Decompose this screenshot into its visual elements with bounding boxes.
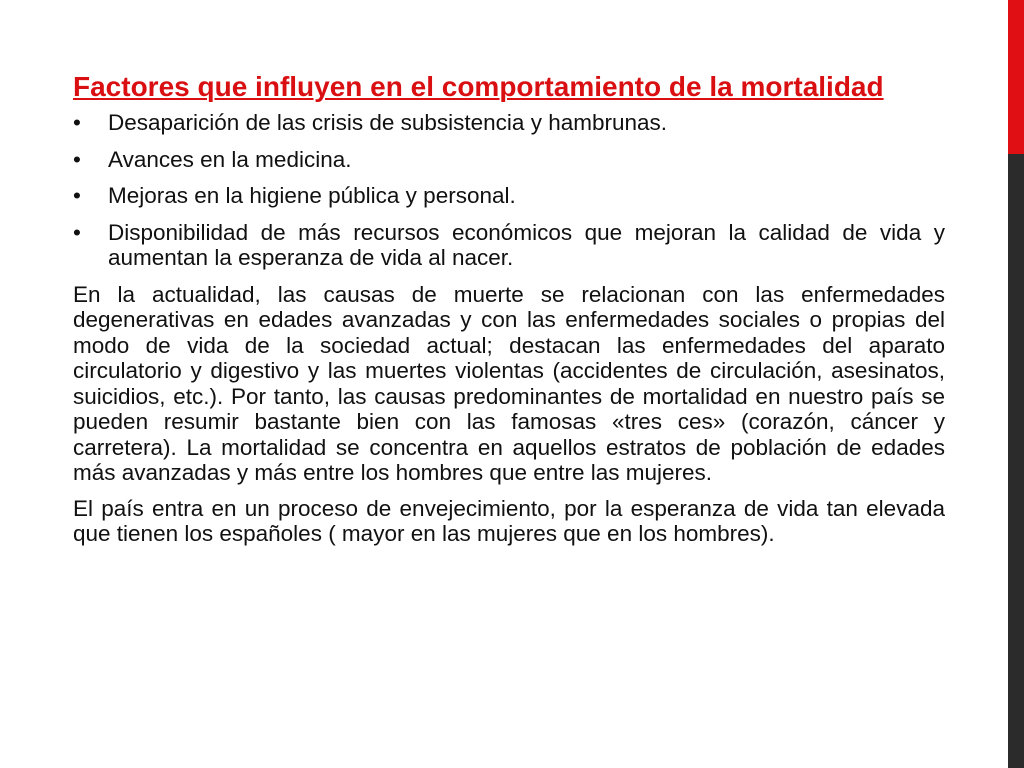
bullet-item [73, 220, 945, 271]
paragraph-aging: El país entra en un proceso de envejecimiento, por la esperanza de vida tan elevada que tienen los españoles ( mayor en las mujeres que en los hombres). [73, 495, 945, 546]
bullet-text: Mejoras en la higiene pública y personal. [108, 183, 516, 208]
bullet-item [73, 147, 945, 173]
bullet-text: Avances en la medicina. [108, 146, 352, 172]
accent-bar-dark [1008, 154, 1024, 768]
bullet-item [73, 110, 945, 136]
bullet-item [73, 183, 945, 209]
bullet-marker: • [73, 146, 81, 172]
paragraph-causes: En la actualidad, las causas de muerte se relacionan con las enfermedades degenerativas en edades avanzadas y con las enfermedades sociales o propias del modo de vida de la sociedad actual; destacan las enfermedades del aparato circulatorio y digestivo y las muertes violentas (accidentes de circulación, asesinatos, suicidios, etc.). Por tanto, las causas predominantes de mortalidad en nuestro país se pueden resumir bastante bien con las famosas «tres ces» (corazón, cáncer y carretera). La mortalidad se concentra en aquellos estratos de población de edades más avanzadas y más entre los hombres que entre las mujeres. [73, 281, 945, 485]
bullet-text: Desaparición de las crisis de subsistencia y hambrunas. [108, 110, 668, 135]
bullet-marker: • [73, 110, 81, 135]
bullet-list [73, 110, 945, 271]
bullet-text: Disponibilidad de más recursos económicos que mejoran la calidad de vida y aumentan la esperanza de vida al nacer. [108, 219, 945, 270]
bullet-marker: • [73, 183, 81, 208]
slide-title: Factores que influyen en el comportamiento de la mortalidad [73, 71, 884, 102]
bullet-marker: • [73, 219, 81, 245]
slide-content [73, 72, 945, 557]
